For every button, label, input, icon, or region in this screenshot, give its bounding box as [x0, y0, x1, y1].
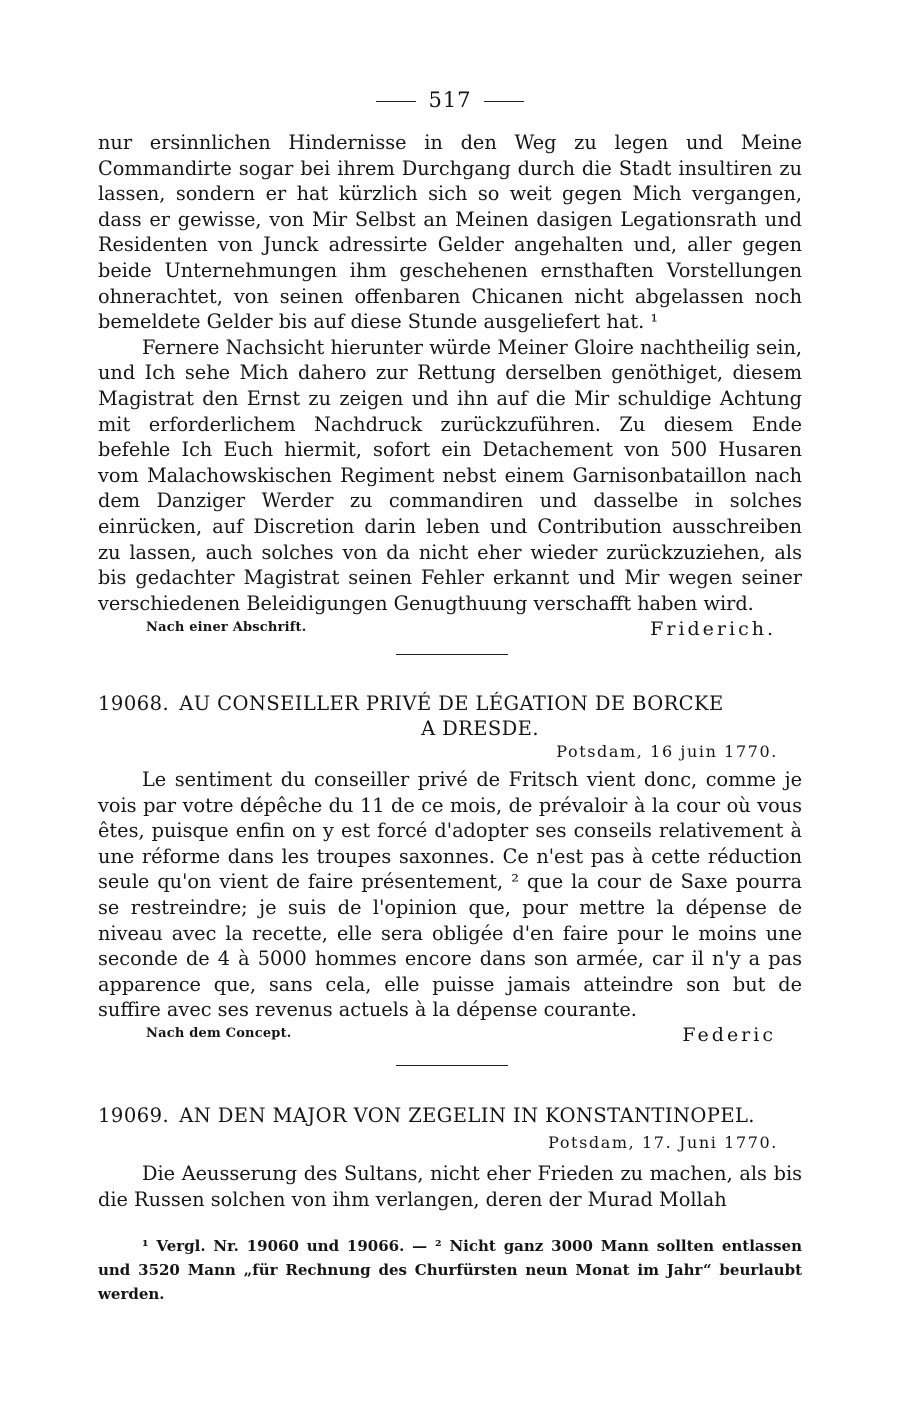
letter-body-19069: [98, 1161, 802, 1212]
closing-row: [98, 616, 802, 642]
page-number-dash-left: [376, 101, 416, 102]
signature: Federic: [682, 1024, 776, 1047]
source-note: Nach einer Abschrift.: [146, 619, 307, 635]
section-divider: [396, 1065, 508, 1066]
dateline: Potsdam, 17. Juni 1770.: [548, 1133, 778, 1152]
letter-paragraph-text: Le sentiment du conseiller privé de Fritsch vient donc, comme je vois par votre dépêche du 11 de ce mois, de prévaloir à la cour où vous êtes, puisque enfin on y est forcé d'adopter ses conseils relativement à une réforme dans les troupes saxonnes. Ce n'est pas à cette réduction seule qu'on vient de faire présentement, ² que la cour de Saxe pourra se restreindre; je suis de l'opinion que, pour mettre la dépense de niveau avec la recette, elle sera obligée d'en faire pour le moins une seconde de 4 à 5000 hommes encore dans son armée, car il n'y a pas apparence que, sans cela, elle puisse jamais atteindre son but de suffire avec ses revenus actuels à la dépense courante.: [98, 768, 802, 1022]
continued-paragraph-2-text: Fernere Nachsicht hierunter würde Meiner Gloire nachtheilig sein, und Ich sehe Mich dahero zur Rettung derselben genöthiget, diesem Magistrat den Ernst zu zeigen und ihn auf die Mir schuldige Achtung mit erforderlichem Nachdruck zurückzuführen. Zu diesem Ende befehle Ich Euch hiermit, sofort ein Detachement von 500 Husaren vom Malachowskischen Regiment nebst einem Garnisonbataillon nach dem Danziger Werder zu commandiren und dasselbe in solches einrücken, auf Discretion darin leben und Contribution ausschreiben zu lassen, auch solches von da nicht eher wieder zurückzuziehen, als bis gedachter Magistrat seinen Fehler erkannt und Mir wegen seiner verschiedenen Beleidigungen Genugthuung verschafft haben wird.: [98, 335, 802, 615]
section-divider: [396, 654, 508, 655]
continued-letter: [98, 130, 802, 642]
continued-paragraph-2: [98, 335, 802, 617]
letter-number: 19069.: [98, 1104, 170, 1127]
letter-heading-19068: [98, 691, 802, 741]
page-number: [0, 88, 900, 112]
page-number-text: 517: [428, 88, 472, 112]
letter-number: 19068.: [98, 692, 170, 715]
page-number-dash-right: [484, 101, 524, 102]
letter-title-line1: AU CONSEILLER PRIVÉ DE LÉGATION DE BORCKE: [179, 692, 724, 715]
footnotes: [98, 1234, 802, 1306]
letter-paragraph: [98, 1161, 802, 1212]
dateline: Potsdam, 16 juin 1770.: [556, 742, 778, 761]
letter-title: AN DEN MAJOR VON ZEGELIN IN KONSTANTINOPEL.: [179, 1104, 755, 1127]
signature: Friderich.: [650, 617, 776, 640]
letter-heading-line1: [98, 691, 802, 716]
closing-row: [98, 1023, 802, 1049]
letter-paragraph: [98, 767, 802, 1023]
letter-heading-19069: [98, 1103, 802, 1128]
continued-paragraph-1: nur ersinnlichen Hindernisse in den Weg zu legen und Meine Commandirte sogar bei ihrem Durchgang durch die Stadt insultiren zu lassen, sondern er hat kürzlich sich so weit gegen Mich vergangen, dass er gewisse, von Mir Selbst an Meinen dasigen Legationsrath und Residenten von Junck adressirte Gelder angehalten und, aller gegen beide Unternehmungen ihm geschehenen ernsthaften Vorstellungen ohnerachtet, von seinen offenbaren Chicanen nicht abgelassen noch bemeldete Gelder bis auf diese Stunde ausgeliefert hat. ¹: [98, 131, 802, 334]
footnotes-text: ¹ Vergl. Nr. 19060 und 19066. — ² Nicht ganz 3000 Mann sollten entlassen und 3520 Mann „für Rechnung des Churfürsten neun Monat im Jahr“ beurlaubt werden.: [98, 1237, 802, 1303]
letter-paragraph-text: Die Aeusserung des Sultans, nicht eher Frieden zu machen, als bis die Russen solchen von ihm verlangen, deren der Murad Mollah: [98, 1162, 802, 1211]
source-note: Nach dem Concept.: [146, 1026, 292, 1042]
letter-body-19068: [98, 767, 802, 1049]
letter-title-line2: A DRESDE.: [421, 717, 539, 740]
